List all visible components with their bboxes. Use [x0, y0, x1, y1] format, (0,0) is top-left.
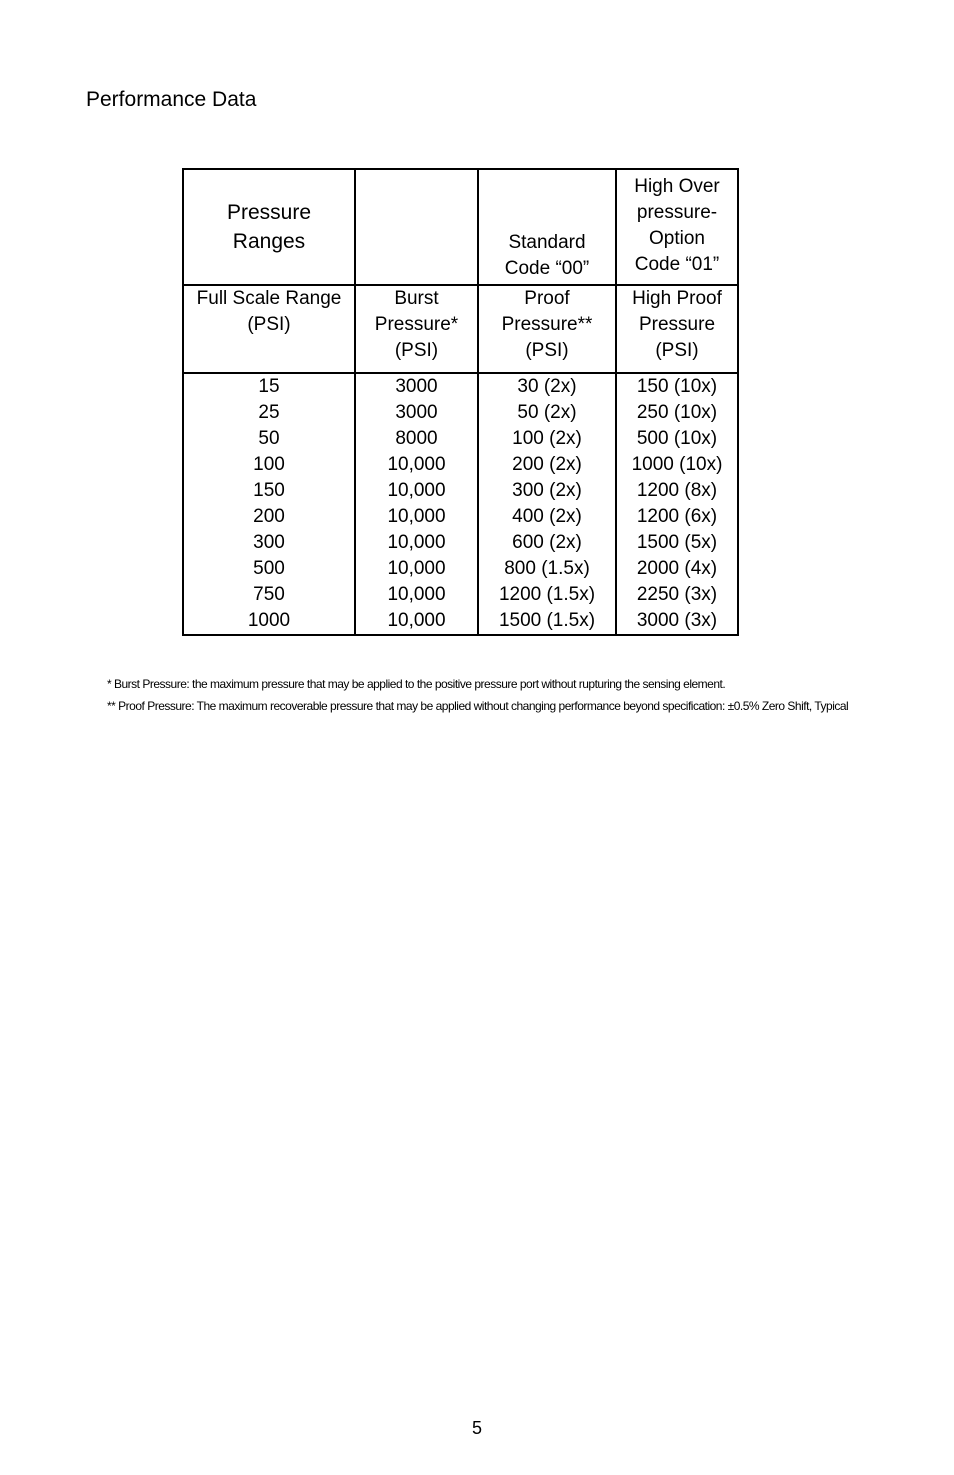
- subheader-line: High Proof: [632, 288, 722, 309]
- footnote-proof-pressure: ** Proof Pressure: The maximum recoverable pressure that may be applied without changing performance beyond specification: ±0.5% Zero Shift, Typical: [107, 699, 849, 713]
- table-cell: 1200 (8x): [636, 480, 718, 501]
- table-cell: 1500 (5x): [636, 532, 718, 553]
- subheader-high-proof-pressure: [616, 285, 738, 373]
- subheader-line: Pressure: [638, 314, 716, 335]
- table-cell: 8000: [395, 428, 438, 449]
- table-cell: 500 (10x): [636, 428, 718, 449]
- table-cell: 10,000: [387, 558, 446, 579]
- table-cell: 25: [258, 402, 280, 423]
- table-cell: 10,000: [387, 584, 446, 605]
- subheader-line: Pressure**: [501, 314, 593, 335]
- table-cell: 10,000: [387, 532, 446, 553]
- header-line: Option: [649, 228, 705, 249]
- subheader-full-scale-range: [183, 285, 355, 373]
- subheader-line: Burst: [394, 288, 439, 309]
- table-cell: 2250 (3x): [636, 584, 718, 605]
- table-cell: 3000: [395, 376, 438, 397]
- page-title: Performance Data: [86, 88, 257, 111]
- table-cell: 3000 (3x): [636, 610, 718, 631]
- column-full-scale-range: [183, 373, 355, 635]
- subheader-line: (PSI): [394, 340, 439, 361]
- table-cell: 10,000: [387, 610, 446, 631]
- table-cell: 100 (2x): [512, 428, 582, 449]
- table-subheader-row: [183, 285, 738, 373]
- table-data-row: [183, 373, 738, 635]
- table-cell: 10,000: [387, 454, 446, 475]
- table-cell: 200 (2x): [512, 454, 582, 475]
- header-line: High Over: [634, 176, 720, 197]
- header-line: pressure-: [636, 202, 718, 223]
- table-cell: 10,000: [387, 480, 446, 501]
- footnotes: [107, 673, 877, 717]
- table-cell: 250 (10x): [636, 402, 718, 423]
- footnote-burst-pressure: * Burst Pressure: the maximum pressure that may be applied to the positive pressure port without rupturing the sensing element.: [107, 677, 726, 691]
- subheader-burst-pressure: [355, 285, 478, 373]
- header-high-over-pressure-option: [616, 169, 738, 285]
- table-cell: 15: [258, 376, 280, 397]
- table-header-row: [183, 169, 738, 285]
- table-cell: 3000: [395, 402, 438, 423]
- column-burst-pressure: [355, 373, 478, 635]
- header-empty: [355, 169, 478, 285]
- table-cell: 300 (2x): [512, 480, 582, 501]
- column-proof-pressure: [478, 373, 616, 635]
- table-cell: 400 (2x): [512, 506, 582, 527]
- table-cell: 50: [258, 428, 280, 449]
- subheader-line: (PSI): [655, 340, 699, 361]
- table-cell: 500: [253, 558, 285, 579]
- table-cell: 1000 (10x): [631, 454, 723, 475]
- table-cell: 150: [253, 480, 285, 501]
- header-line: Standard: [508, 232, 586, 253]
- subheader-line: Pressure*: [374, 314, 459, 335]
- table-cell: 1200 (6x): [636, 506, 718, 527]
- subheader-proof-pressure: [478, 285, 616, 373]
- table-cell: 2000 (4x): [636, 558, 718, 579]
- table-cell: 600 (2x): [512, 532, 582, 553]
- table-cell: 300: [253, 532, 285, 553]
- table-cell: 50 (2x): [517, 402, 577, 423]
- table-cell: 1500 (1.5x): [498, 610, 596, 631]
- table-cell: 30 (2x): [517, 376, 577, 397]
- header-line: Code “01”: [634, 254, 720, 275]
- subheader-line: (PSI): [247, 314, 291, 335]
- page-number: 5: [471, 1418, 482, 1438]
- table-cell: 10,000: [387, 506, 446, 527]
- column-high-proof-pressure: [616, 373, 738, 635]
- subheader-line: (PSI): [525, 340, 569, 361]
- table-cell: 200: [253, 506, 285, 527]
- table-cell: 100: [253, 454, 285, 475]
- table-cell: 1200 (1.5x): [498, 584, 596, 605]
- header-pressure-ranges: [183, 169, 355, 285]
- subheader-line: Full Scale Range: [196, 288, 342, 309]
- header-standard-code: [478, 169, 616, 285]
- header-line: Code “00”: [504, 258, 590, 279]
- table-cell: 800 (1.5x): [504, 558, 590, 579]
- table-cell: 1000: [247, 610, 291, 631]
- table-cell: 150 (10x): [636, 376, 718, 397]
- header-line: Ranges: [232, 230, 306, 253]
- subheader-line: Proof: [524, 288, 570, 309]
- header-line: Pressure: [226, 201, 312, 224]
- performance-table: [182, 168, 739, 636]
- table-cell: 750: [253, 584, 285, 605]
